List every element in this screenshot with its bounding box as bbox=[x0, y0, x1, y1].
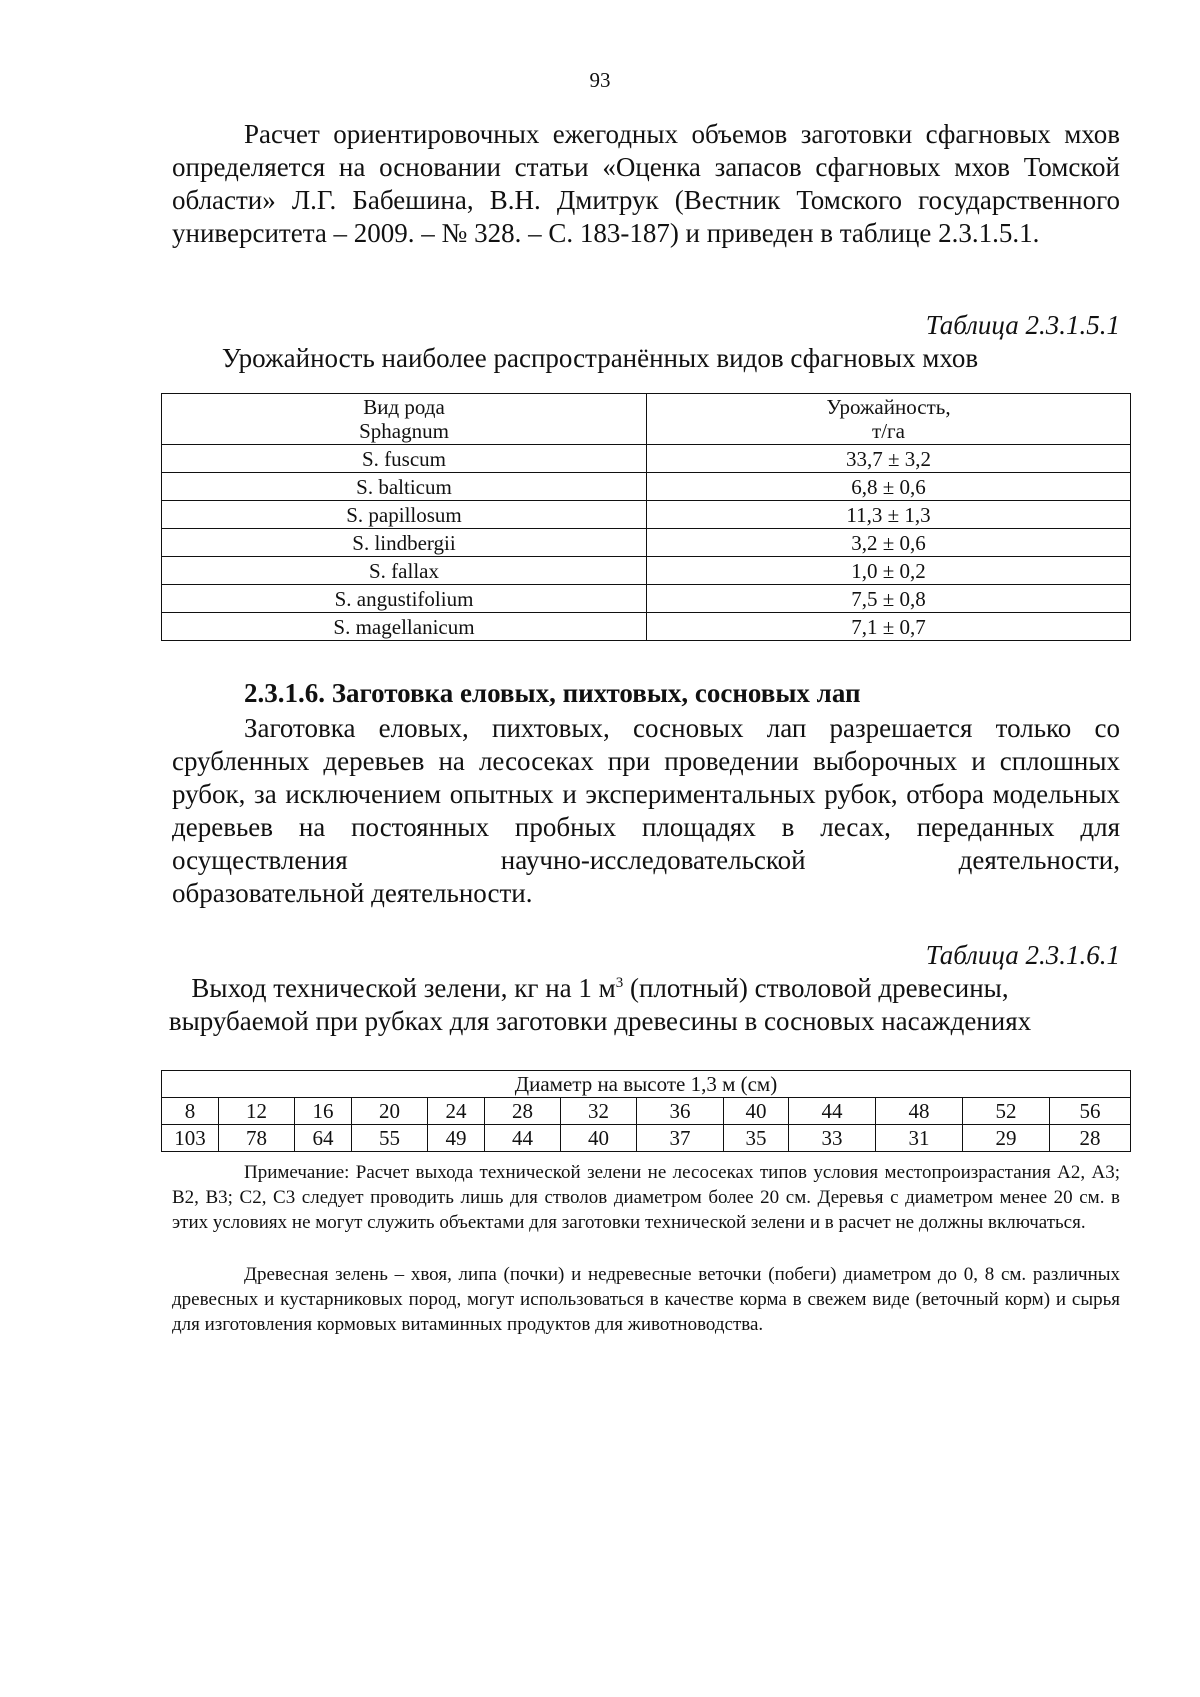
table2-title-line2: вырубаемой при рубках для заготовки древесины в сосновых насаждениях bbox=[168, 1006, 1032, 1036]
value-row bbox=[162, 1125, 1131, 1152]
species-column-header bbox=[162, 394, 647, 445]
species-cell: S. magellanicum bbox=[162, 613, 647, 641]
technical-greens-table bbox=[161, 1070, 1131, 1152]
table1-title: Урожайность наиболее распространённых видов сфагновых мхов bbox=[221, 343, 979, 373]
species-header-line2: Sphagnum bbox=[359, 419, 449, 443]
value-cell: 29 bbox=[963, 1125, 1050, 1152]
diameter-cell: 12 bbox=[219, 1098, 295, 1125]
yield-cell: 11,3 ± 1,3 bbox=[647, 501, 1131, 529]
yield-column-header bbox=[647, 394, 1131, 445]
yield-cell: 7,1 ± 0,7 bbox=[647, 613, 1131, 641]
value-cell: 49 bbox=[428, 1125, 485, 1152]
note-paragraph: Примечание: Расчет выхода технической зелени не лесосеках типов условия местопроизрастания А2, А3; В2, В3; С2, С3 следует проводить лишь для стволов диаметром более 20 см. Деревья с диаметром менее 20 см. в этих условиях не могут служить объектами для заготовки технической зелени и в расчет не должны включаться. bbox=[172, 1162, 1120, 1233]
note-paragraph-greens: Древесная зелень – хвоя, липа (почки) и недревесные веточки (побеги) диаметром до 0, 8 см. различных древесных и кустарниковых пород, могут использоваться в качестве корма в свежем виде (веточный корм) и сырья для изготовления кормовых витаминных продуктов для животноводства. bbox=[172, 1264, 1120, 1335]
value-cell: 37 bbox=[637, 1125, 724, 1152]
table2-title bbox=[0, 972, 1200, 1038]
diameter-cell: 40 bbox=[724, 1098, 789, 1125]
value-cell: 40 bbox=[561, 1125, 637, 1152]
section-paragraph-last-line: образовательной деятельности. bbox=[172, 878, 533, 908]
species-cell: S. angustifolium bbox=[162, 585, 647, 613]
value-cell: 35 bbox=[724, 1125, 789, 1152]
species-cell: S. fallax bbox=[162, 557, 647, 585]
table2-title-part2: (плотный) стволовой древесины, bbox=[623, 973, 1009, 1003]
diameter-cell: 28 bbox=[485, 1098, 561, 1125]
yield-cell: 33,7 ± 3,2 bbox=[647, 445, 1131, 473]
diameter-cell: 20 bbox=[352, 1098, 428, 1125]
diameter-cell: 24 bbox=[428, 1098, 485, 1125]
table-row bbox=[162, 613, 1131, 641]
page-number: 93 bbox=[589, 68, 611, 92]
table-row bbox=[162, 473, 1131, 501]
value-cell: 33 bbox=[789, 1125, 876, 1152]
yield-table bbox=[161, 393, 1131, 641]
cubic-superscript: 3 bbox=[615, 975, 624, 991]
species-cell: S. balticum bbox=[162, 473, 647, 501]
yield-header-line2: т/га bbox=[872, 419, 905, 443]
species-header-line1: Вид рода bbox=[363, 395, 445, 419]
yield-cell: 6,8 ± 0,6 bbox=[647, 473, 1131, 501]
value-cell: 103 bbox=[162, 1125, 219, 1152]
intro-paragraph: Расчет ориентировочных ежегодных объемов заготовки сфагновых мхов определяется на основании статьи «Оценка запасов сфагновых мхов Томской области» Л.Г. Бабешина, В.Н. Дмитрук (Вестник Томского государственного университета – 2009. – № 328. – С. 183-187) и приведен в таблице 2.3.1.5.1. bbox=[172, 119, 1120, 248]
species-cell: S. fuscum bbox=[162, 445, 647, 473]
table2-title-part1: Выход технической зелени, кг на 1 м bbox=[191, 973, 616, 1003]
value-cell: 31 bbox=[876, 1125, 963, 1152]
value-cell: 64 bbox=[295, 1125, 352, 1152]
yield-table-header-row bbox=[162, 394, 1131, 445]
diameter-row bbox=[162, 1098, 1131, 1125]
table-row bbox=[162, 529, 1131, 557]
diameter-cell: 8 bbox=[162, 1098, 219, 1125]
table1-label: Таблица 2.3.1.5.1 bbox=[925, 310, 1120, 340]
yield-cell: 1,0 ± 0,2 bbox=[647, 557, 1131, 585]
value-cell: 28 bbox=[1050, 1125, 1131, 1152]
diameter-cell: 36 bbox=[637, 1098, 724, 1125]
section-paragraph: Заготовка еловых, пихтовых, сосновых лап разрешается только со срубленных деревьев на лесосеках при проведении выборочных и сплошных рубок, за исключением опытных и экспериментальных рубок, отбора модельных деревьев на постоянных пробных площадях в лесах, переданных для осуществления научно-исследовательской деятельности, bbox=[172, 713, 1120, 875]
diameter-header-row bbox=[162, 1071, 1131, 1098]
value-cell: 78 bbox=[219, 1125, 295, 1152]
diameter-cell: 16 bbox=[295, 1098, 352, 1125]
species-cell: S. lindbergii bbox=[162, 529, 647, 557]
table-row bbox=[162, 557, 1131, 585]
diameter-cell: 48 bbox=[876, 1098, 963, 1125]
diameter-header: Диаметр на высоте 1,3 м (см) bbox=[162, 1071, 1131, 1098]
table-row bbox=[162, 585, 1131, 613]
yield-cell: 7,5 ± 0,8 bbox=[647, 585, 1131, 613]
value-cell: 55 bbox=[352, 1125, 428, 1152]
table-row bbox=[162, 445, 1131, 473]
diameter-cell: 56 bbox=[1050, 1098, 1131, 1125]
yield-header-line1: Урожайность, bbox=[826, 395, 951, 419]
diameter-cell: 32 bbox=[561, 1098, 637, 1125]
table2-label: Таблица 2.3.1.6.1 bbox=[925, 940, 1120, 970]
diameter-cell: 52 bbox=[963, 1098, 1050, 1125]
species-cell: S. papillosum bbox=[162, 501, 647, 529]
table-row bbox=[162, 501, 1131, 529]
section-heading: 2.3.1.6. Заготовка еловых, пихтовых, сосновых лап bbox=[244, 678, 861, 708]
yield-cell: 3,2 ± 0,6 bbox=[647, 529, 1131, 557]
value-cell: 44 bbox=[485, 1125, 561, 1152]
diameter-cell: 44 bbox=[789, 1098, 876, 1125]
